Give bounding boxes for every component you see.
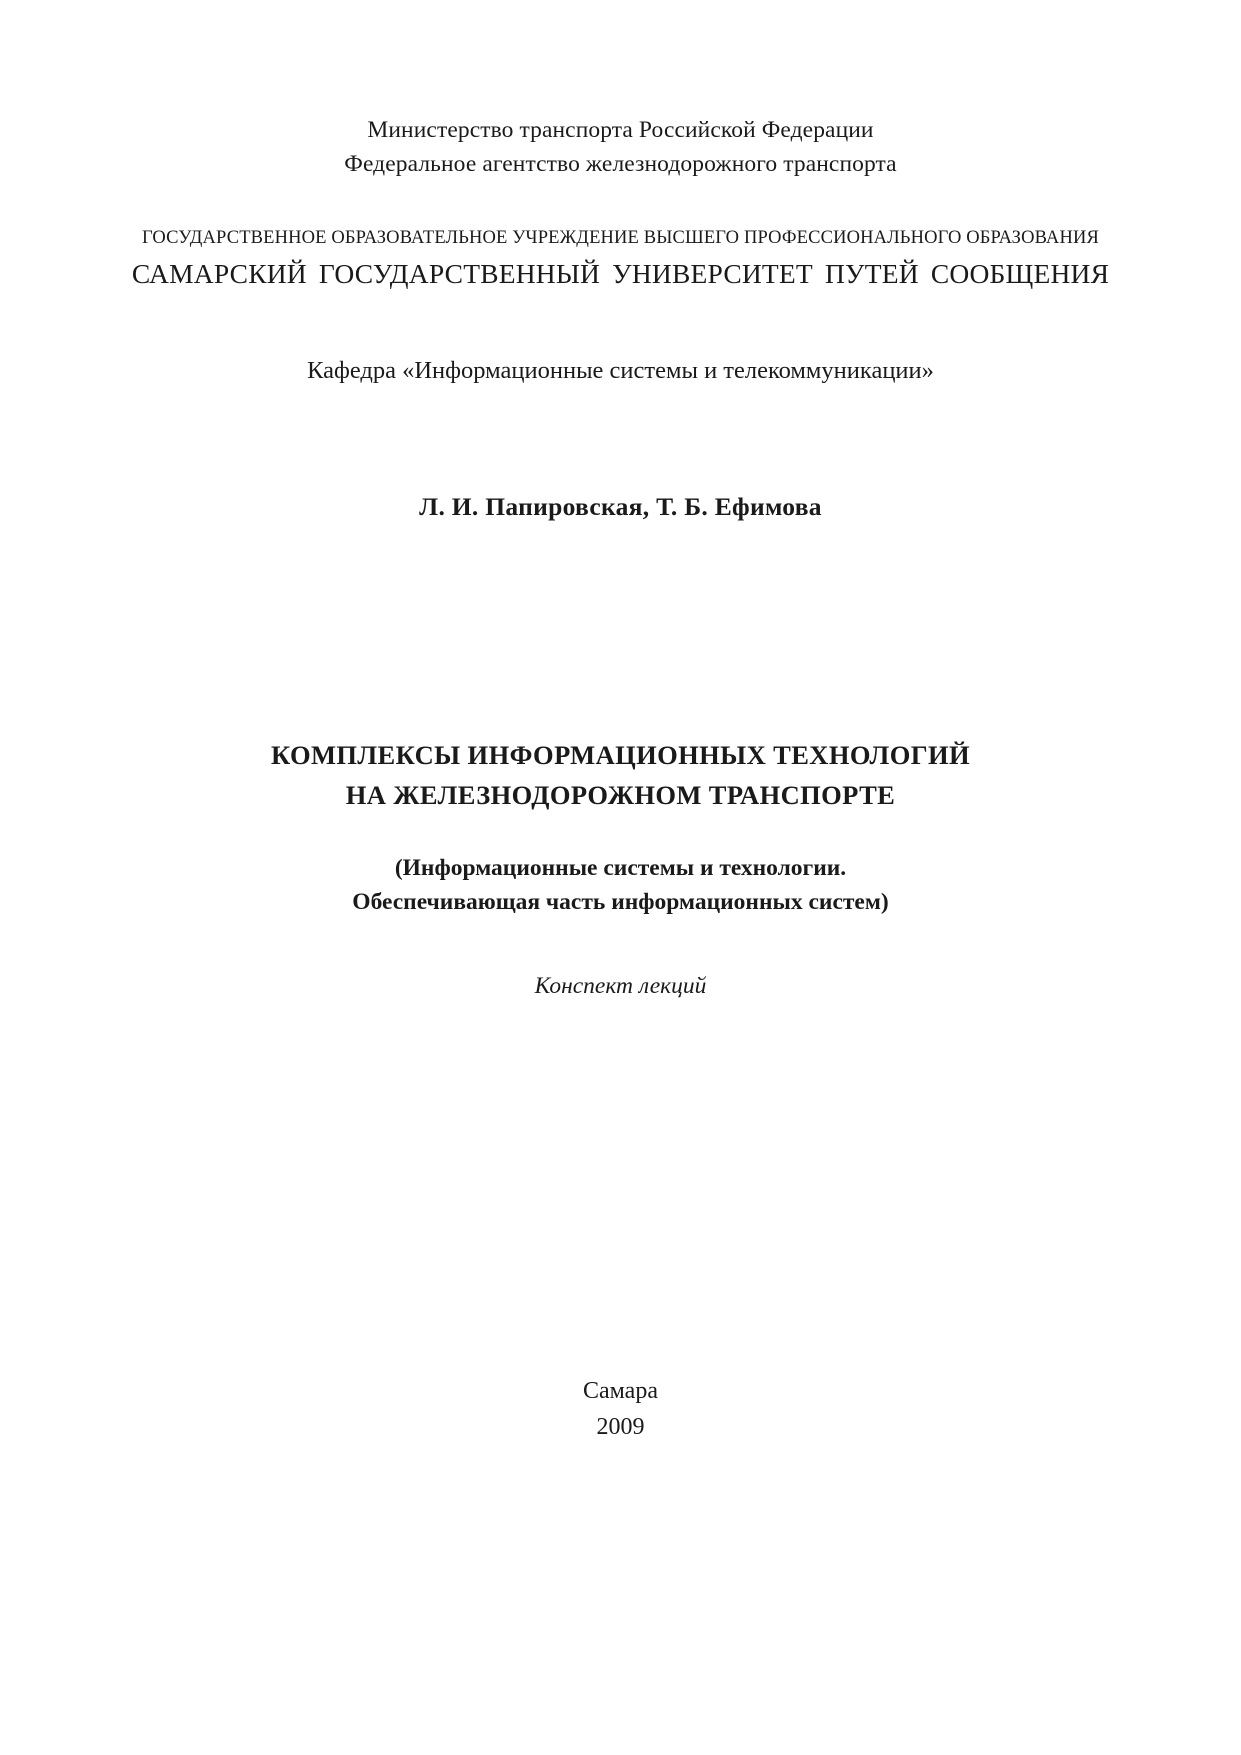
document-title-line-1: КОМПЛЕКСЫ ИНФОРМАЦИОННЫХ ТЕХНОЛОГИЙ bbox=[271, 740, 970, 770]
document-title-line-2: НА ЖЕЛЕЗНОДОРОЖНОМ ТРАНСПОРТЕ bbox=[345, 780, 896, 810]
document-title bbox=[120, 735, 1121, 815]
title-page-content bbox=[120, 0, 1121, 1755]
ministry-block bbox=[120, 113, 1121, 181]
ministry-line-1: Министерство транспорта Российской Федерации bbox=[367, 117, 874, 143]
document-subtitle bbox=[120, 851, 1121, 919]
imprint-block bbox=[120, 1373, 1121, 1445]
document-type: Конспект лекций bbox=[534, 973, 707, 999]
department-name: Кафедра «Информационные системы и телекоммуникации» bbox=[307, 357, 934, 384]
document-subtitle-line-2: Обеспечивающая часть информационных систем) bbox=[352, 889, 889, 915]
ministry-line-2: Федеральное агентство железнодорожного транспорта bbox=[344, 151, 897, 177]
institution-kind: ГОСУДАРСТВЕННОЕ ОБРАЗОВАТЕЛЬНОЕ УЧРЕЖДЕНИЕ ВЫСШЕГО ПРОФЕССИОНАЛЬНОГО ОБРАЗОВАНИЯ bbox=[142, 228, 1099, 248]
institution-name: САМАРСКИЙ ГОСУДАРСТВЕННЫЙ УНИВЕРСИТЕТ ПУТЕЙ СООБЩЕНИЯ bbox=[131, 258, 1110, 289]
imprint-city: Самара bbox=[583, 1378, 658, 1404]
authors: Л. И. Папировская, Т. Б. Ефимова bbox=[419, 492, 822, 521]
imprint-year: 2009 bbox=[596, 1414, 645, 1440]
document-subtitle-line-1: (Информационные системы и технологии. bbox=[394, 855, 847, 881]
